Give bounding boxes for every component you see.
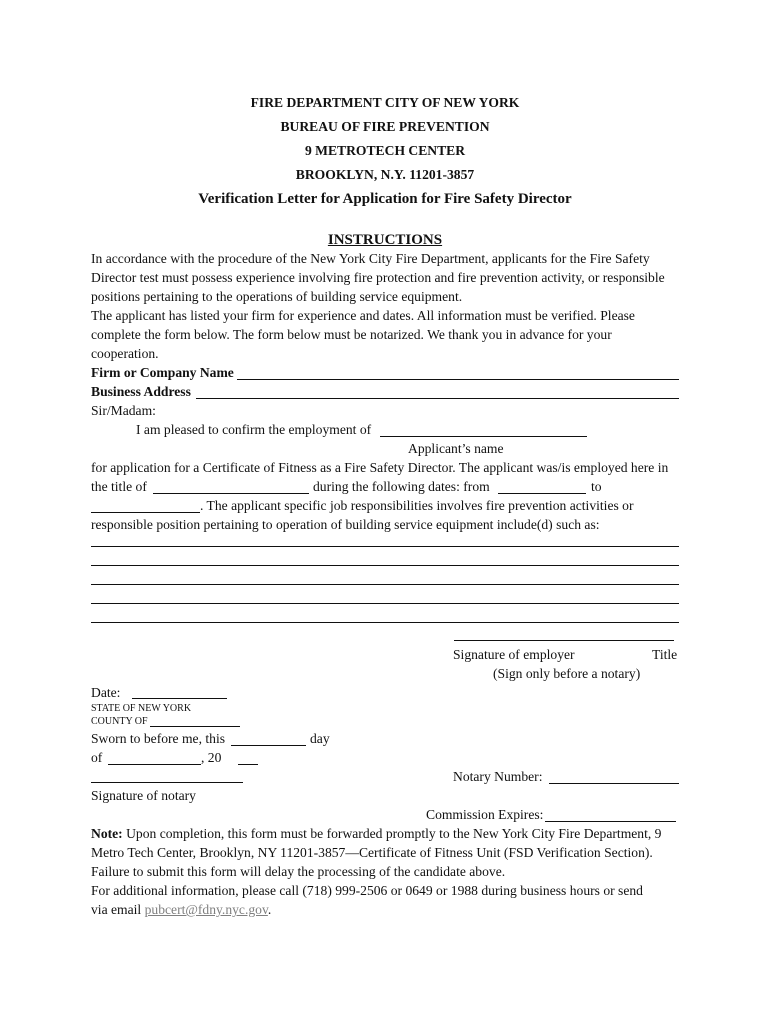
note-line-2: Metro Tech Center, Brooklyn, NY 11201-3857—Certificate of Fitness Unit (FSD Verification Section). bbox=[91, 845, 653, 860]
applicant-name-caption: Applicant’s name bbox=[408, 441, 504, 456]
certificate-text-line: for application for a Certificate of Fitness as a Fire Safety Director. The applicant was/is employed here in bbox=[91, 460, 669, 475]
commission-expires-field[interactable] bbox=[545, 821, 676, 822]
salutation: Sir/Madam: bbox=[91, 403, 156, 418]
notary-number-label: Notary Number: bbox=[453, 769, 543, 784]
email-prefix: via email bbox=[91, 902, 145, 917]
instructions-line-5: complete the form below. The form below must be notarized. We thank you in advance for your bbox=[91, 327, 612, 342]
notary-signature-label: Signature of notary bbox=[91, 788, 196, 803]
business-address-field[interactable] bbox=[196, 398, 679, 399]
employer-signature-field[interactable] bbox=[454, 640, 674, 641]
of-label: of bbox=[91, 750, 103, 765]
date-to-field[interactable] bbox=[91, 512, 200, 513]
instructions-line-2: Director test must possess experience involving fire protection and fire prevention activity, or responsible bbox=[91, 270, 665, 285]
responsibility-line-5[interactable] bbox=[91, 622, 679, 623]
notary-signature-field[interactable] bbox=[91, 782, 243, 783]
responsibility-line-4[interactable] bbox=[91, 603, 679, 604]
county-field[interactable] bbox=[150, 726, 240, 727]
note-line-3: Failure to submit this form will delay the processing of the candidate above. bbox=[91, 864, 506, 879]
dates-to-label: to bbox=[591, 479, 602, 494]
responsibilities-text-2: responsible position pertaining to operation of building service equipment include(d) such as: bbox=[91, 517, 600, 532]
day-label: day bbox=[310, 731, 330, 746]
employer-signature-label: Signature of employer bbox=[453, 647, 575, 662]
confirm-employment-text: I am pleased to confirm the employment of bbox=[136, 422, 372, 437]
firm-name-field[interactable] bbox=[237, 379, 679, 380]
header-line-department: FIRE DEPARTMENT CITY OF NEW YORK bbox=[250, 95, 520, 110]
header-line-city: BROOKLYN, N.Y. 11201-3857 bbox=[295, 167, 475, 182]
county-of-label: COUNTY OF bbox=[91, 716, 148, 727]
note-text-1: Upon completion, this form must be forwarded promptly to the New York City Fire Department, 9 bbox=[122, 826, 662, 841]
note-line-4: For additional information, please call (718) 999-2506 or 0649 or 1988 during business hours or send bbox=[91, 883, 643, 898]
note-line-5 bbox=[91, 902, 271, 918]
responsibilities-text: . The applicant specific job responsibilities involves fire prevention activities or bbox=[200, 498, 634, 513]
year-prefix-label: , 20 bbox=[201, 750, 222, 765]
firm-name-label: Firm or Company Name bbox=[91, 365, 234, 380]
title-of-label: the title of bbox=[91, 479, 147, 494]
business-address-label: Business Address bbox=[91, 384, 191, 399]
employer-title-label: Title bbox=[652, 647, 678, 662]
responsibility-line-2[interactable] bbox=[91, 565, 679, 566]
note-label: Note: bbox=[91, 826, 123, 841]
header-line-bureau: BUREAU OF FIRE PREVENTION bbox=[280, 119, 490, 134]
commission-expires-label: Commission Expires: bbox=[426, 807, 544, 822]
instructions-line-4: The applicant has listed your firm for experience and dates. All information must be verified. Please bbox=[91, 308, 635, 323]
dates-from-label: during the following dates: from bbox=[313, 479, 490, 494]
date-field[interactable] bbox=[132, 698, 227, 699]
job-title-field[interactable] bbox=[153, 493, 309, 494]
instructions-heading: INSTRUCTIONS bbox=[327, 232, 443, 248]
sworn-month-field[interactable] bbox=[108, 764, 201, 765]
applicant-name-field[interactable] bbox=[380, 436, 587, 437]
sworn-year-field[interactable] bbox=[238, 764, 258, 765]
sign-before-notary-note: (Sign only before a notary) bbox=[493, 666, 641, 681]
instructions-line-1: In accordance with the procedure of the New York City Fire Department, applicants for the Fire Safety bbox=[91, 251, 650, 266]
instructions-line-6: cooperation. bbox=[91, 346, 159, 361]
sworn-text: Sworn to before me, this bbox=[91, 731, 226, 746]
notary-number-field[interactable] bbox=[549, 783, 679, 784]
sworn-day-field[interactable] bbox=[231, 745, 306, 746]
header-line-street: 9 METROTECH CENTER bbox=[304, 143, 466, 158]
note-line-1 bbox=[91, 826, 661, 842]
responsibility-line-3[interactable] bbox=[91, 584, 679, 585]
instructions-line-3: positions pertaining to the operations of building service equipment. bbox=[91, 289, 463, 304]
email-link[interactable]: pubcert@fdny.nyc.gov bbox=[144, 902, 268, 917]
date-label: Date: bbox=[91, 685, 121, 700]
email-suffix: . bbox=[267, 902, 272, 917]
state-of-new-york: STATE OF NEW YORK bbox=[91, 703, 192, 714]
date-from-field[interactable] bbox=[498, 493, 586, 494]
document-title: Verification Letter for Application for Fire Safety Director bbox=[198, 191, 572, 207]
responsibility-line-1[interactable] bbox=[91, 546, 679, 547]
